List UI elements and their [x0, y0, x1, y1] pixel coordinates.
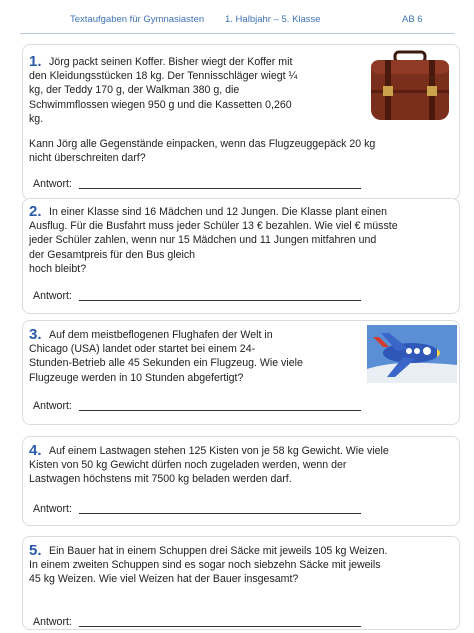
answer-label: Antwort:	[33, 503, 72, 515]
task-text: In einer Klasse sind 16 Mädchen und 12 Jungen. Die Klasse plant einen Ausflug. Für die Busfahrt muss jeder Schüler 13 € bezahlen. Wie viel € müsste jeder Schüler zahlen, wenn nur 15 Mädchen und 11 Jungen mitfahren und der Gesamtpreis für den Bus gleich hoch bleibt?	[29, 206, 398, 275]
answer-label: Antwort:	[33, 290, 72, 302]
task-4	[22, 436, 460, 526]
task-text: Auf dem meistbeflogenen Flughafen der Welt in Chicago (USA) landet oder startet bei einem 24- Stunden-Betrieb alle 45 Sekunden ein Flugzeug. Wie viele Flugzeuge werden in 10 Stunden abgefertigt?	[29, 329, 303, 384]
task-number: 5.	[29, 542, 42, 559]
answer-line[interactable]	[79, 188, 361, 189]
header-term: 1. Halbjahr – 5. Klasse	[225, 14, 321, 25]
answer-line[interactable]	[79, 626, 361, 627]
answer-line[interactable]	[79, 300, 361, 301]
task-3	[22, 320, 460, 425]
answer-line[interactable]	[79, 513, 361, 514]
task-number: 2.	[29, 203, 42, 220]
task-number: 1.	[29, 53, 42, 70]
header-divider	[20, 33, 454, 34]
worksheet-header	[0, 0, 474, 40]
task-text: Auf einem Lastwagen stehen 125 Kisten von je 58 kg Gewicht. Wie viele Kisten von 50 kg Gewicht dürfen noch zugeladen werden, wenn der Lastwagen höchstens mit 7500 kg beladen werden darf.	[29, 445, 389, 486]
task-5	[22, 536, 460, 630]
airplane-image	[367, 325, 457, 383]
suitcase-image	[369, 50, 451, 124]
task-number: 3.	[29, 326, 42, 343]
task-text: Jörg packt seinen Koffer. Bisher wiegt der Koffer mit den Kleidungsstücken 18 kg. Der Tennisschläger wiegt ¼ kg, der Teddy 170 g, der Walkman 380 g, die Schwimmflossen wiegen 950 g und die Kassetten 0,260 kg.	[29, 56, 298, 125]
answer-label: Antwort:	[33, 400, 72, 412]
task-2	[22, 198, 460, 314]
task-number: 4.	[29, 442, 42, 459]
header-sheet-number: AB 6	[402, 14, 423, 25]
task-question: Kann Jörg alle Gegenstände einpacken, wenn das Flugzeuggepäck 20 kg nicht überschreiten darf?	[29, 138, 376, 165]
task-text: Ein Bauer hat in einem Schuppen drei Säcke mit jeweils 105 kg Weizen. In einem zweiten Schuppen sind es sogar noch siebzehn Säcke mit jeweils 45 kg Weizen. Wie viel Weizen hat der Bauer insgesamt?	[29, 545, 388, 586]
task-1	[22, 44, 460, 200]
answer-label: Antwort:	[33, 178, 72, 190]
answer-line[interactable]	[79, 410, 361, 411]
answer-label: Antwort:	[33, 616, 72, 628]
header-title: Textaufgaben für Gymnasiasten	[70, 14, 205, 25]
